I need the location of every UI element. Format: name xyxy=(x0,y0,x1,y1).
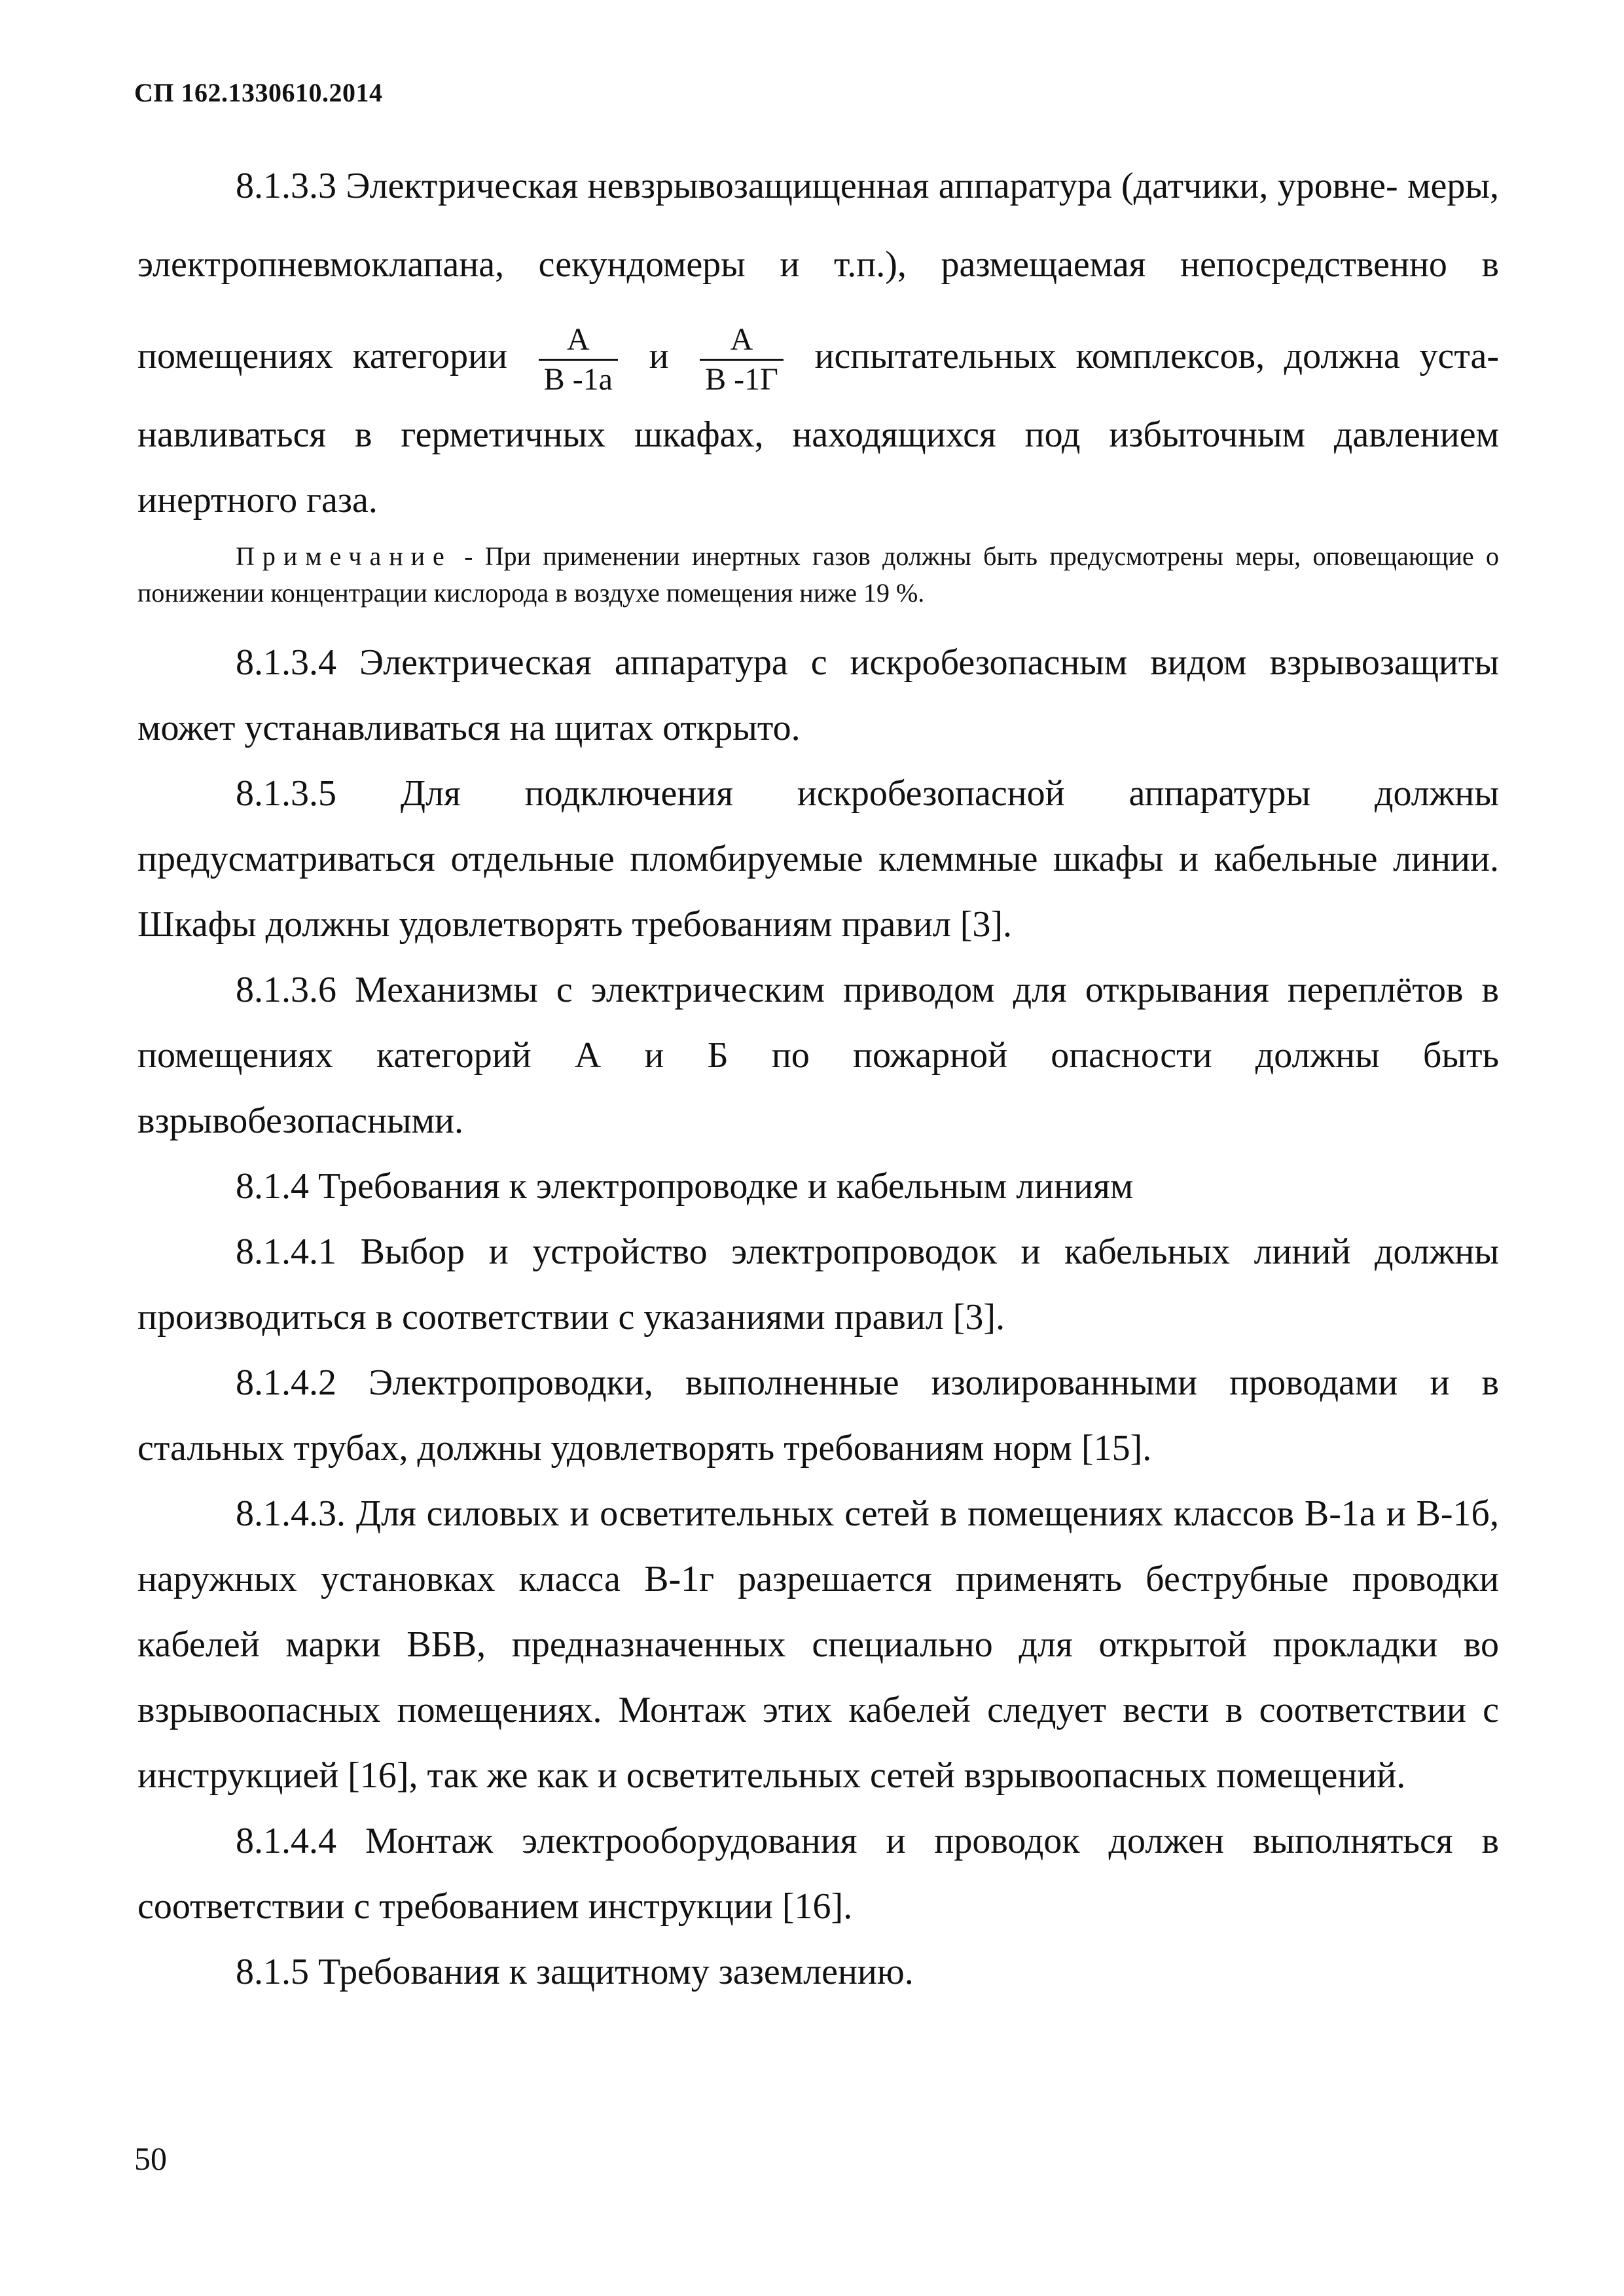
category-fraction-a-b1a xyxy=(539,321,618,399)
paragraph-8-1-3-6: 8.1.3.6 Механизмы с электрическим приводом для открывания переплётов в помещениях категорий А и Б по пожарной опасности должны быть взрывобезопасными. xyxy=(137,970,1499,1141)
paragraph-8-1-3-5: 8.1.3.5 Для подключения искробезопасной аппаратуры должны предусматриваться отдельные пломбируемые клеммные шкафы и кабельные линии. Шкафы должны удовлетворять требованиям правил [3]. xyxy=(137,773,1499,945)
fraction-numerator: А xyxy=(539,321,618,361)
paragraph-line: 8.1.3.3 Электрическая невзрывозащищенная аппаратура (датчики, уровне- xyxy=(236,166,1398,206)
conjunction: и xyxy=(649,336,669,376)
document-header: СП 162.1330610.2014 xyxy=(134,78,383,107)
paragraph-line: инертного газа. xyxy=(137,480,378,520)
paragraph-8-1-3-3 xyxy=(137,153,1499,533)
fraction-denominator: В -1Г xyxy=(705,361,778,397)
page-number: 50 xyxy=(134,2140,167,2177)
category-post-text: испытательных комплексов, должна уста- xyxy=(814,336,1499,376)
section-heading-8-1-4: 8.1.4 Требования к электропроводке и кабельным линиям xyxy=(236,1166,1134,1207)
paragraph-8-1-4-2: 8.1.4.2 Электропроводки, выполненные изолированными проводами и в стальных трубах, должны удовлетворять требованиям норм [15]. xyxy=(137,1362,1499,1468)
paragraph-8-1-4-4: 8.1.4.4 Монтаж электрооборудования и проводок должен выполняться в соответствии с требованием инструкции [16]. xyxy=(137,1821,1499,1927)
paragraph-8-1-4-1: 8.1.4.1 Выбор и устройство электропроводок и кабельных линий должны производиться в соответствии с указаниями правил [3]. xyxy=(137,1231,1499,1338)
document-body xyxy=(137,153,1499,2005)
section-heading-8-1-5: 8.1.5 Требования к защитному заземлению. xyxy=(236,1952,914,1992)
category-pre-text: в помещениях категории xyxy=(137,244,1499,376)
fraction-numerator: А xyxy=(700,321,784,361)
paragraph-8-1-4-3: 8.1.4.3. Для силовых и осветительных сетей в помещениях классов В-1а и В-1б, наружных установках класса В-1г разрешается применять беструбные проводки кабелей марки ВБВ, предназначенных специально для открытой прокладки во взрывоопасных помещениях. Монтаж этих кабелей следует вести в соответствии с инструкцией [16], так же как и осветительных сетей взрывоопасных помещений. xyxy=(137,1493,1499,1796)
category-fraction-a-b1g xyxy=(700,321,784,399)
paragraph-line: меры, электропневмоклапана, секундомеры и т.п.), размещаемая непосредственно xyxy=(137,166,1499,285)
note-label: Примечание xyxy=(236,541,452,571)
note xyxy=(137,538,1499,611)
fraction-denominator: В -1а xyxy=(543,361,613,397)
paragraph-8-1-3-4: 8.1.3.4 Электрическая аппаратура с искробезопасным видом взрывозащиты может устанавливаться на щитах открыто. xyxy=(137,642,1499,748)
paragraph-line: навливаться в герметичных шкафах, находящихся под избыточным давлением xyxy=(137,414,1499,455)
note-text: - При применении инертных газов должны быть предусмотрены меры, оповещающие о понижении концентрации кислорода в воздухе помещения ниже 19 %. xyxy=(137,541,1499,608)
